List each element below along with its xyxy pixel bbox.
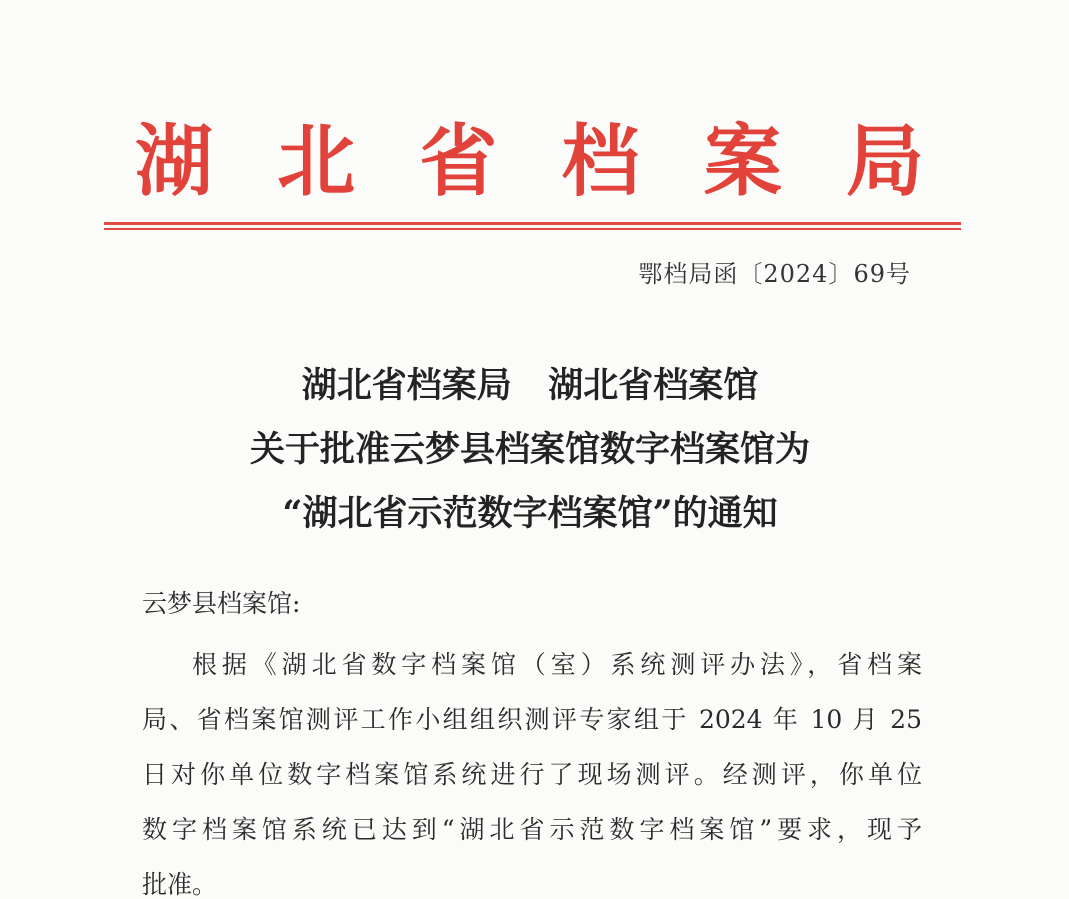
body-line: 局、省档案馆测评工作小组组织测评专家组于 2024 年 10 月 25 xyxy=(142,705,922,734)
letterhead-char: 案 xyxy=(703,116,782,207)
letterhead-char: 北 xyxy=(277,116,356,207)
body-line: 日对你单位数字档案馆系统进行了现场测评。经测评，你单位 xyxy=(142,760,922,789)
recipient-salutation: 云梦县档案馆: xyxy=(142,589,301,618)
title-line: “湖北省示范数字档案馆”的通知 xyxy=(282,493,778,534)
letterhead-char: 档 xyxy=(561,116,640,207)
letterhead-red-rule-thin xyxy=(104,228,961,230)
letterhead-char: 湖 xyxy=(135,116,214,207)
document-number: 鄂档局函〔2024〕69号 xyxy=(638,260,911,288)
letterhead-title xyxy=(105,112,960,212)
body-line: 根据《湖北省数字档案馆（室）系统测评办法》，省档案 xyxy=(192,650,922,679)
title-line: 湖北省档案局 湖北省档案馆 xyxy=(301,365,759,406)
body-line: 数字档案馆系统已达到“湖北省示范数字档案馆”要求，现予 xyxy=(142,815,922,844)
letterhead-char: 局 xyxy=(845,116,924,207)
body-line: 批准。 xyxy=(142,870,218,899)
document-title xyxy=(120,354,940,546)
letterhead-char: 省 xyxy=(419,116,498,207)
body-paragraph xyxy=(142,644,922,899)
title-line: 关于批准云梦县档案馆数字档案馆为 xyxy=(249,429,810,470)
letterhead-red-rule xyxy=(104,222,961,225)
